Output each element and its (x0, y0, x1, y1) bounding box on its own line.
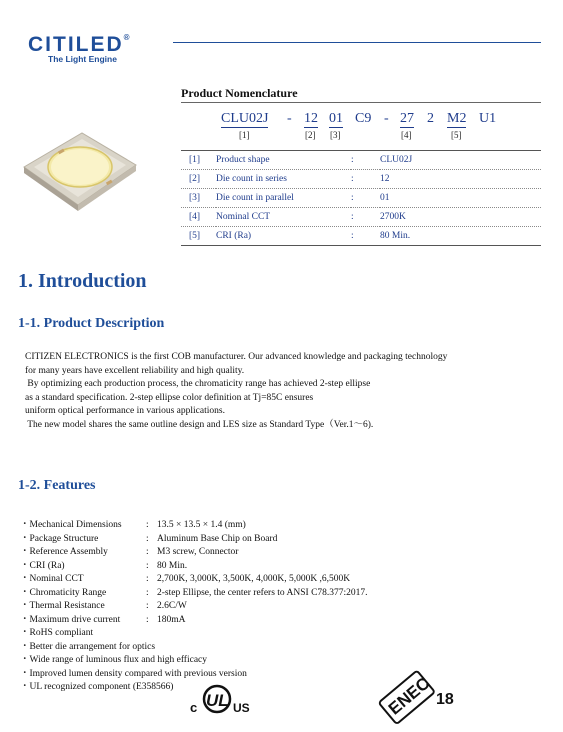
spec-value: 2,700K, 3,000K, 3,500K, 4,000K, 5,000K ,6,500K (157, 574, 351, 584)
code-part-c9: C9 (355, 111, 372, 126)
svg-text:18: 18 (436, 691, 454, 708)
cul-us-certification-logo (190, 684, 260, 718)
code-part-u1: U1 (479, 111, 497, 126)
spec-label: ・Reference Assembly (20, 547, 108, 557)
feature-bullet: ・RoHS compliant (20, 628, 94, 638)
svg-text:US: US (233, 701, 250, 715)
spec-label: ・Nominal CCT (20, 574, 84, 584)
spec-label: ・CRI (Ra) (20, 560, 65, 571)
spec-value: Aluminum Base Chip on Board (157, 533, 278, 544)
code-index-1: [1] (239, 130, 250, 140)
feature-bullet: ・Wide range of luminous flux and high efficacy (20, 655, 208, 665)
spec-row: ・Package Structure : Aluminum Base Chip on Board (20, 533, 368, 547)
spec-row: ・Mechanical Dimensions : 13.5 × 13.5 × 1.4 (mm) (20, 519, 368, 533)
code-index-3: [3] (330, 130, 341, 140)
row-label: CRI (Ra) (216, 227, 351, 246)
code-part-2: 2 (427, 111, 434, 126)
spec-row: ・CRI (Ra) : 80 Min. (20, 560, 368, 574)
paragraph-line: for many years have excellent reliability and high quality. (25, 365, 245, 376)
code-dash-2: - (384, 111, 389, 126)
row-label: Nominal CCT (216, 208, 351, 227)
code-part-cri: M2 (447, 111, 467, 126)
brand-tagline: The Light Engine (48, 54, 117, 64)
nomenclature-title: Product Nomenclature (181, 86, 298, 100)
row-value: 01 (380, 189, 541, 208)
row-value: 12 (380, 170, 541, 189)
features-list (20, 519, 368, 695)
header-rule (173, 42, 541, 43)
spec-value: 80 Min. (157, 560, 188, 571)
spec-row: ・Maximum drive current : 180mA (20, 614, 368, 628)
code-part-parallel: 01 (329, 111, 343, 126)
nomenclature-rule (181, 102, 541, 103)
spec-label: ・Chromaticity Range (20, 587, 107, 598)
row-colon: : (351, 189, 380, 208)
paragraph-line: By optimizing each production process, the chromaticity range has achieved 2-step ellipse (25, 379, 371, 390)
row-index: [3] (181, 189, 216, 208)
enec-18-certification-logo (376, 666, 466, 726)
row-colon: : (351, 170, 380, 189)
row-label: Die count in parallel (216, 189, 351, 208)
spec-label: ・Maximum drive current (20, 614, 121, 625)
spec-label: ・Package Structure (20, 533, 99, 544)
feature-bullet: ・Improved lumen density compared with previous version (20, 668, 247, 679)
row-label: Die count in series (216, 170, 351, 189)
table-row (181, 151, 541, 170)
code-index-5: [5] (451, 130, 462, 140)
row-index: [1] (181, 151, 216, 170)
introduction-heading: 1. Introduction (18, 270, 147, 292)
row-index: [4] (181, 208, 216, 227)
spec-value: 2.6C/W (157, 601, 187, 611)
table-row (181, 208, 541, 227)
logo-text: CITILED (28, 33, 124, 56)
spec-value: 2-step Ellipse, the center refers to ANSI C78.377:2017. (157, 587, 368, 598)
code-index-2: [2] (305, 130, 316, 140)
feature-bullet: ・Better die arrangement for optics (20, 641, 156, 652)
spec-row: ・Reference Assembly : M3 screw, Connector (20, 546, 368, 560)
table-row (181, 227, 541, 246)
row-value: 2700K (380, 208, 541, 227)
row-value: 80 Min. (380, 227, 541, 246)
svg-text:c: c (190, 700, 198, 715)
spec-row: ・Thermal Resistance : 2.6C/W (20, 600, 368, 614)
product-description-heading: 1-1. Product Description (18, 316, 165, 331)
row-index: [2] (181, 170, 216, 189)
code-part-series: 12 (304, 111, 318, 126)
spec-value: 13.5 × 13.5 × 1.4 (mm) (157, 520, 246, 530)
svg-text:UL: UL (206, 691, 229, 710)
paragraph-line: CITIZEN ELECTRONICS is the first COB manufacturer. Our advanced knowledge and packaging technology (25, 352, 448, 362)
code-dash-1: - (287, 111, 292, 126)
nomenclature-table (181, 150, 541, 246)
row-index: [5] (181, 227, 216, 246)
features-heading: 1-2. Features (18, 478, 96, 493)
row-colon: : (351, 227, 380, 246)
row-value: CLU02J (380, 151, 541, 170)
product-description-paragraph (25, 351, 447, 433)
table-row (181, 170, 541, 189)
spec-label: ・Thermal Resistance (20, 601, 105, 611)
code-index-4: [4] (401, 130, 412, 140)
paragraph-line: uniform optical performance in various applications. (25, 406, 225, 417)
row-colon: : (351, 208, 380, 227)
row-label: Product shape (216, 151, 351, 170)
paragraph-line: The new model shares the same outline design and LES size as Standard Type（Ver.1～6). (25, 419, 374, 430)
feature-bullet: ・UL recognized component (E358566) (20, 682, 174, 692)
spec-row: ・Nominal CCT : 2,700K, 3,000K, 3,500K, 4,000K, 5,000K ,6,500K (20, 573, 368, 587)
table-row (181, 189, 541, 208)
spec-label: ・Mechanical Dimensions (20, 520, 122, 530)
code-part-shape: CLU02J (221, 111, 269, 126)
cob-led-chip-image (20, 125, 138, 213)
svg-text:ENEC: ENEC (384, 673, 434, 719)
paragraph-line: as a standard specification. 2-step ellipse color definition at Tj=85C ensures (25, 392, 314, 403)
spec-value: 180mA (157, 614, 186, 625)
logo-registered-mark: ® (123, 33, 130, 42)
code-part-cct: 27 (400, 111, 414, 126)
spec-value: M3 screw, Connector (157, 547, 239, 557)
spec-row: ・Chromaticity Range : 2-step Ellipse, the center refers to ANSI C78.377:2017. (20, 587, 368, 601)
row-colon: : (351, 151, 380, 170)
